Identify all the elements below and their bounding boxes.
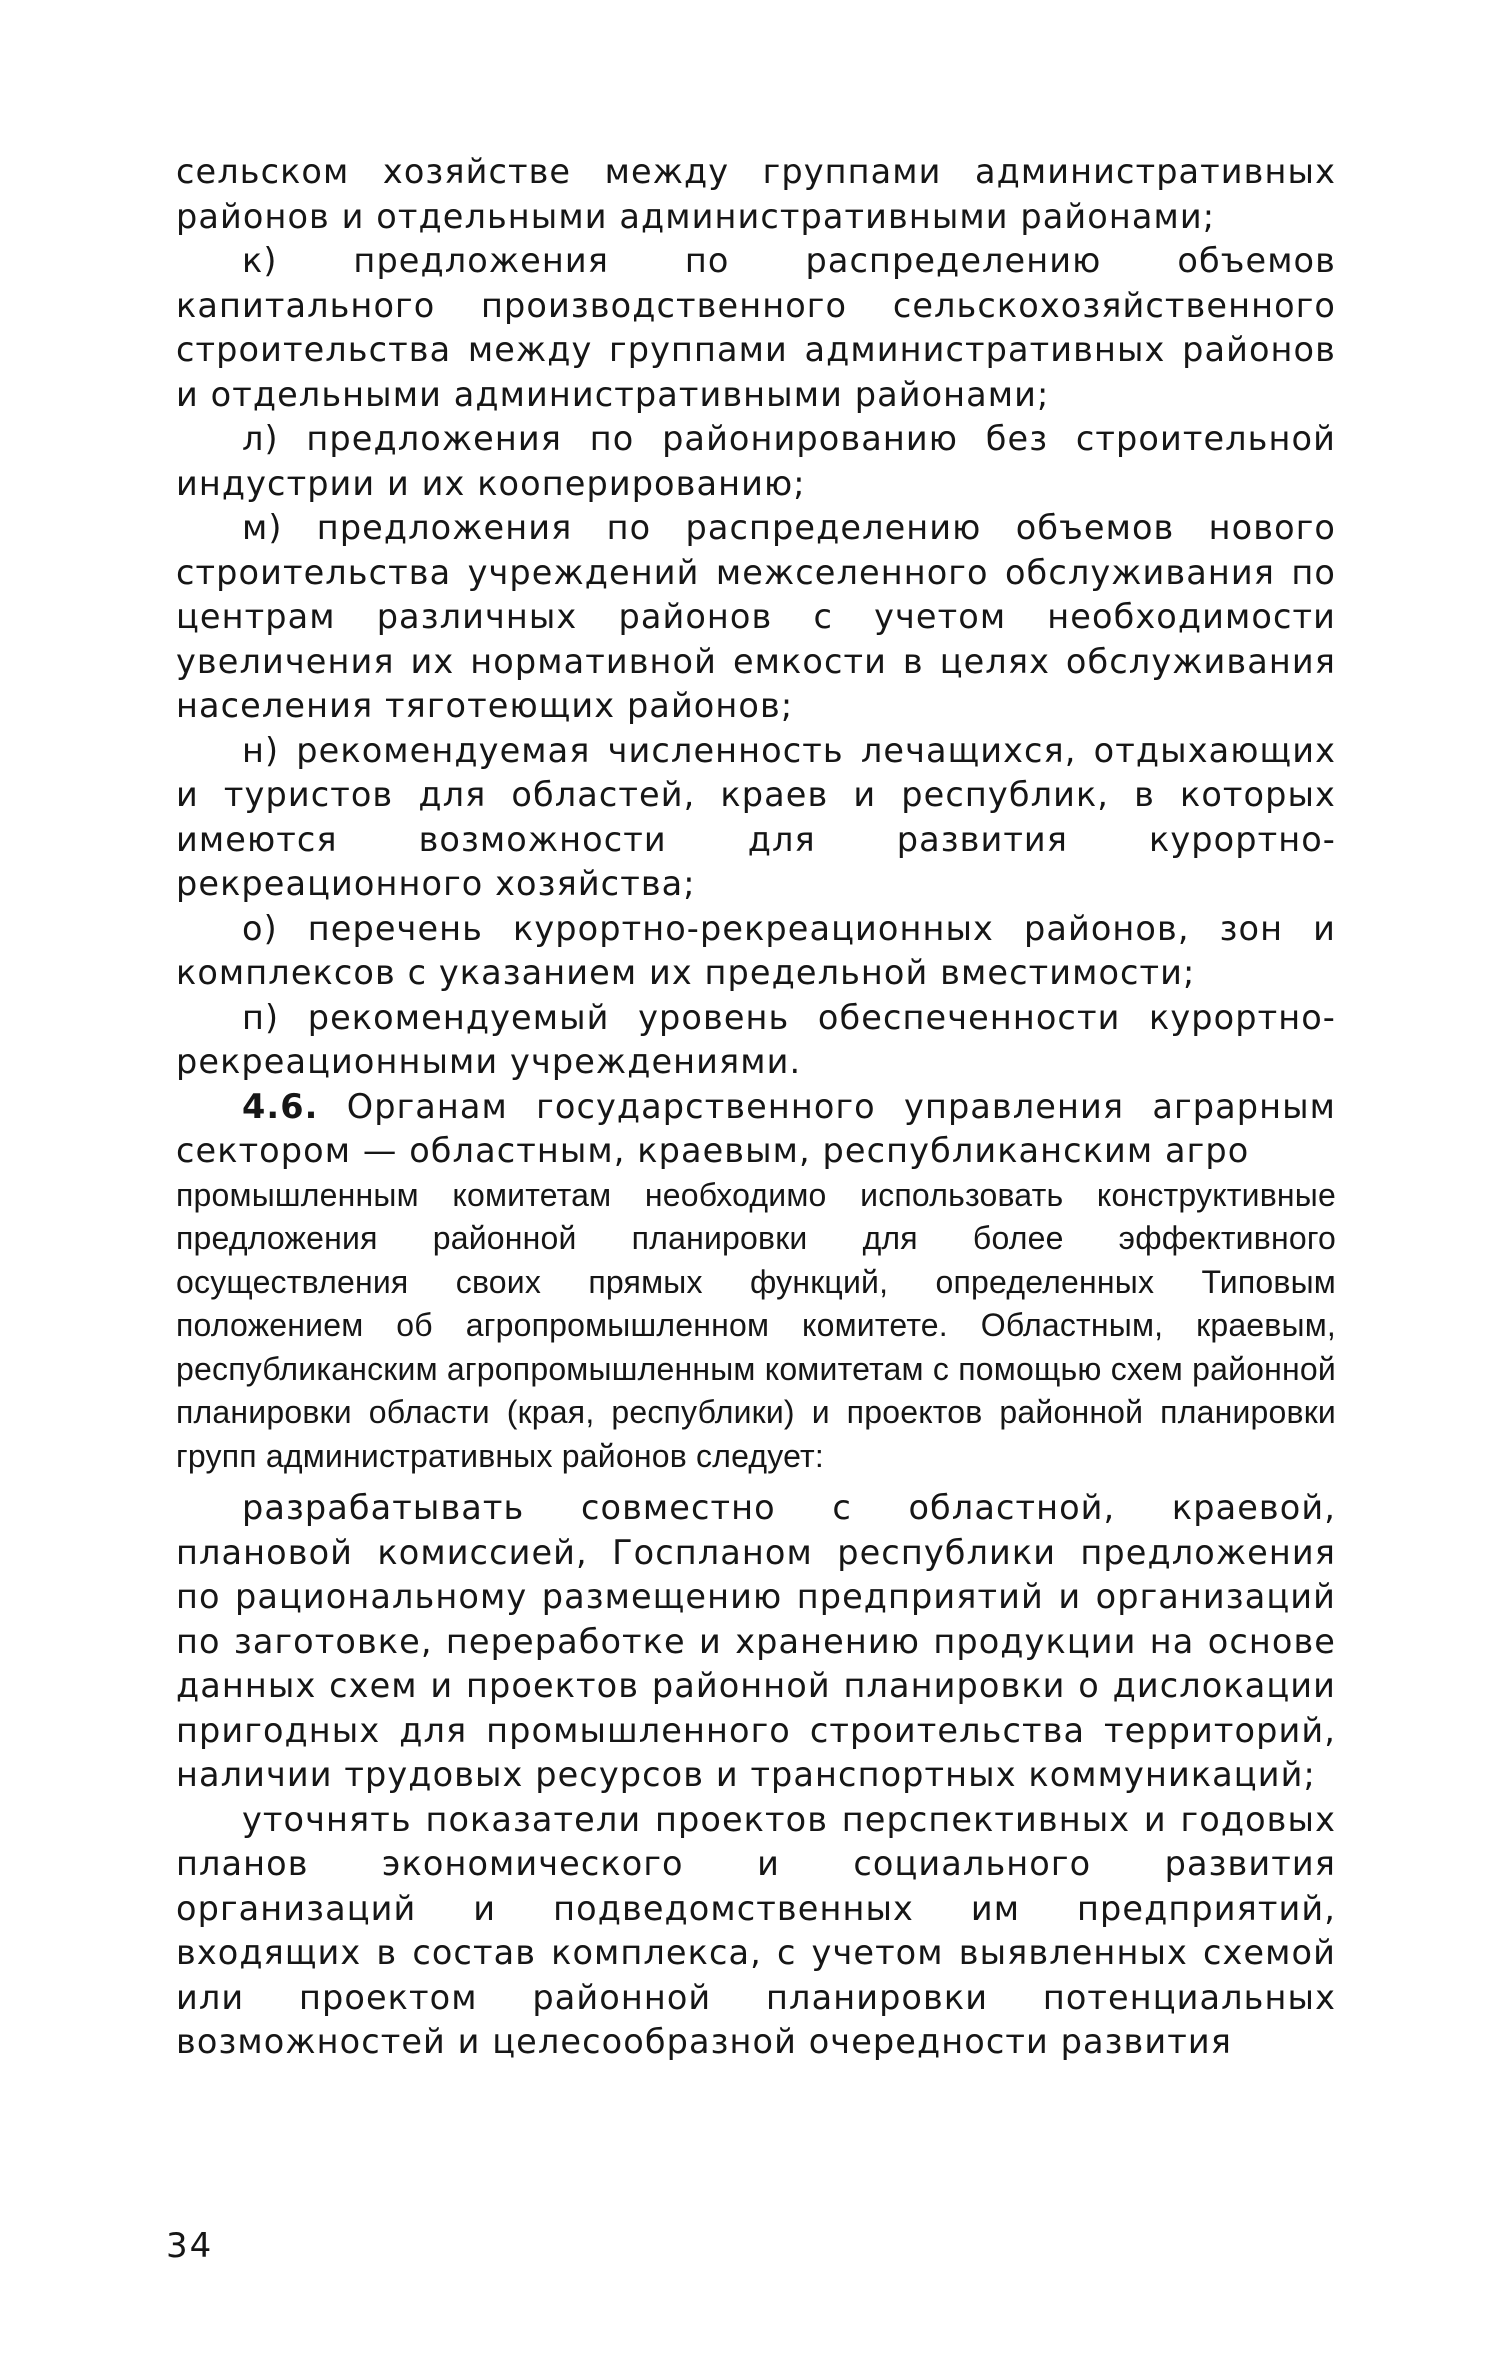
list-item-n: н) рекомендуемая численность лечащихся, отдыхающих и туристов для областей, краев и республик, в которых имеются возможности для развития курортно-рекреационного хозяйства; <box>176 730 1336 903</box>
page-number: 34 <box>166 2226 214 2266</box>
section-number: 4.6. <box>242 1086 319 1126</box>
section-4-6-paragraph <box>176 1085 1336 1174</box>
list-item-o: о) перечень курортно-рекреационных районов, зон и комплексов с указанием их предельной вместимости; <box>176 908 1336 992</box>
directive-refine: уточнять показатели проектов перспективных и годовых планов экономического и социального развития организаций и подведомственных им предприятий, входящих в состав комплекса, с учетом выявленных схемой или проектом районной планировки потенциальных возможностей и целесообразной очередности развития <box>176 1799 1336 2061</box>
section-4-6-continuation: промышленным комитетам необходимо использовать конструктивные предложения районной планировки для более эффективного осуществления своих прямых функций, определенных Типовым положением об агропромышленном комитете. Областным, краевым, республиканским агропромышленным комитетам с помощью схем районной планировки области (края, республики) и проектов районной планировки групп административных районов следует: <box>176 1176 1336 1474</box>
list-item-l: л) предложения по районированию без строительной индустрии и их кооперированию; <box>176 419 1336 503</box>
section-lead-text: Органам государственного управления аграрным сектором — областным, краевым, республиканским агро <box>176 1086 1337 1170</box>
list-item-m: м) предложения по распределению объемов нового строительства учреждений межселенного обслуживания по центрам различных районов с учетом необходимости увеличения их нормативной емкости в целях обслуживания населения тяготеющих районов; <box>176 508 1336 725</box>
list-item-p: п) рекомендуемый уровень обеспеченности курортно-рекреационными учреждениями. <box>176 997 1336 1081</box>
directive-develop: разрабатывать совместно с областной, краевой, плановой комиссией, Госпланом республики предложения по рациональному размещению предприятий и организаций по заготовке, переработке и хранению продукции на основе данных схем и проектов районной планировки о дислокации пригодных для промышленного строительства территорий, наличии трудовых ресурсов и транспортных коммуникаций; <box>176 1488 1336 1794</box>
paragraph-continuation: сельском хозяйстве между группами административных районов и отдельными административными районами; <box>176 152 1336 236</box>
page-body <box>176 150 1336 2065</box>
list-item-k: к) предложения по распределению объемов капитального производственного сельскохозяйственного строительства между группами административных районов и отдельными административными районами; <box>176 241 1336 414</box>
